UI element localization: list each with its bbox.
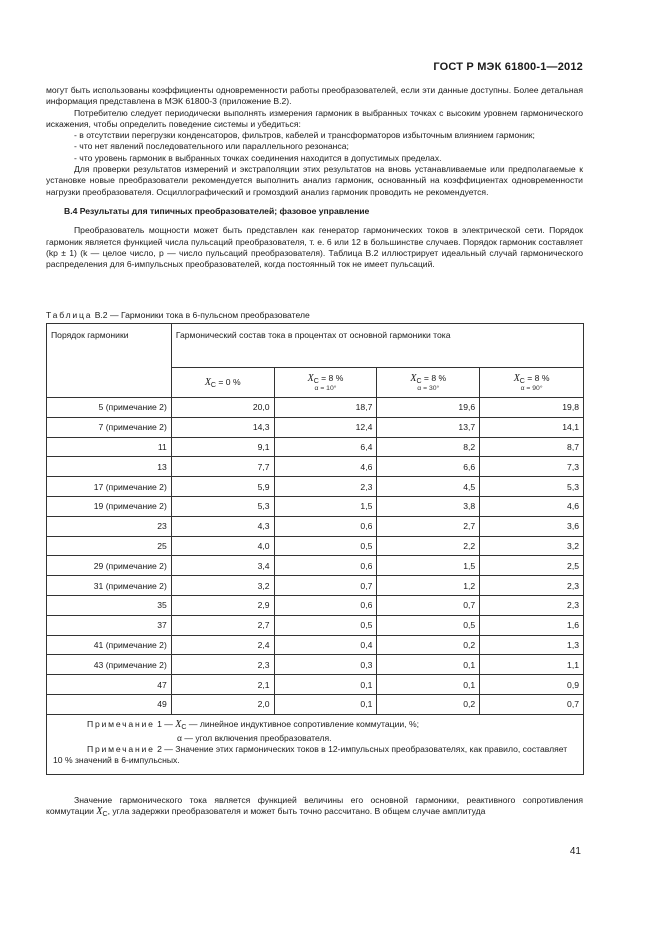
table-cell: 14,1 (480, 417, 584, 437)
table-cell: 6,4 (274, 437, 377, 457)
harmonic-order: 47 (47, 675, 172, 695)
harmonic-order: 11 (47, 437, 172, 457)
table-cell: 0,1 (377, 655, 480, 675)
harmonic-order: 35 (47, 595, 172, 615)
table-cell: 0,9 (480, 675, 584, 695)
harmonic-order: 23 (47, 516, 172, 536)
table-cell: 3,2 (480, 536, 584, 556)
bullet-item: - что уровень гармоник в выбранных точках соединения находится в допустимых пределах. (74, 152, 442, 163)
document-header: ГОСТ Р МЭК 61800-1—2012 (433, 61, 583, 73)
table-row (47, 417, 584, 437)
table-cell: 2,3 (274, 477, 377, 497)
table-cell: 4,5 (377, 477, 480, 497)
table-cell: 3,4 (171, 556, 274, 576)
table-row (47, 496, 584, 516)
harmonics-table (46, 323, 584, 775)
table-row (47, 576, 584, 596)
table-cell: 3,2 (171, 576, 274, 596)
table-cell: 5,3 (171, 496, 274, 516)
table-cell: 0,1 (274, 694, 377, 714)
subheader-xc-2: $X_C = 8$ % α = 30° (377, 368, 480, 398)
note-1: Примечание 1 — $X_C$ — линейное индуктивное сопротивление коммутации, %; (87, 718, 419, 731)
table-cell: 0,7 (377, 595, 480, 615)
table-cell: 4,6 (480, 496, 584, 516)
table-cell: 0,7 (480, 694, 584, 714)
table-cell: 0,2 (377, 694, 480, 714)
table-row (47, 398, 584, 418)
alpha-label: α = 10° (314, 385, 337, 392)
table-cell: 0,6 (274, 516, 377, 536)
table-cell: 9,1 (171, 437, 274, 457)
table-row (47, 635, 584, 655)
table-cell: 0,1 (377, 675, 480, 695)
harmonic-order: 41 (примечание 2) (47, 635, 172, 655)
table-cell: 0,7 (274, 576, 377, 596)
table-cell: 1,2 (377, 576, 480, 596)
closing-paragraph: Значение гармонического тока является функцией величины его основной гармоники, реактивного сопротивления коммутации $X_C$, угла задержки преобразователя и может быть точно рассчитано. В общем случае амплитуда (46, 795, 583, 819)
table-row (47, 457, 584, 477)
table-row (47, 536, 584, 556)
table-cell: 2,7 (171, 615, 274, 635)
table-cell: 7,3 (480, 457, 584, 477)
table-cell: 0,3 (274, 655, 377, 675)
table-cell: 1,6 (480, 615, 584, 635)
table-cell: 1,5 (274, 496, 377, 516)
table-cell: 0,5 (274, 615, 377, 635)
table-row (47, 556, 584, 576)
alpha-label: α = 90° (520, 385, 543, 392)
table-cell: 5,3 (480, 477, 584, 497)
table-cell: 2,2 (377, 536, 480, 556)
table-cell: 5,9 (171, 477, 274, 497)
table-caption-prefix: Таблица (46, 310, 93, 320)
table-row (47, 437, 584, 457)
intro-paragraph-3: Для проверки результатов измерений и экстраполяции этих результатов на вновь устанавливаемые или предполагаемые к установке новые преобразователи рекомендуется выполнить анализ гармоник, основанный на коэффициентах одновременности нагрузки преобразователя. Осциллографический и громоздкий анализ гармоник проводить не рекомендуется. (46, 164, 583, 197)
harmonic-order: 17 (примечание 2) (47, 477, 172, 497)
table-cell: 12,4 (274, 417, 377, 437)
table-cell: 0,2 (377, 635, 480, 655)
table-cell: 0,5 (377, 615, 480, 635)
col-header-order: Порядок гармоники (47, 324, 172, 398)
table-caption-text: В.2 — Гармоники тока в 6-пульсном преобразователе (94, 310, 310, 320)
table-row (47, 595, 584, 615)
note-2: Примечание 2 — Значение этих гармонических токов в 12-импульсных преобразователях, как правило, составляет 10 % значений в 6-импульсных. (53, 743, 568, 765)
table-row (47, 477, 584, 497)
table-row (47, 615, 584, 635)
table-row (47, 516, 584, 536)
table-cell: 2,4 (171, 635, 274, 655)
note-1-line-2: α — угол включения преобразователя. (177, 732, 332, 743)
table-cell: 4,3 (171, 516, 274, 536)
table-cell: 8,7 (480, 437, 584, 457)
table-cell: 18,7 (274, 398, 377, 418)
table-cell: 2,0 (171, 694, 274, 714)
table-cell: 1,5 (377, 556, 480, 576)
harmonic-order: 13 (47, 457, 172, 477)
table-cell: 1,3 (480, 635, 584, 655)
section-title: В.4 Результаты для типичных преобразователей; фазовое управление (64, 205, 370, 216)
table-cell: 0,6 (274, 595, 377, 615)
table-cell: 4,0 (171, 536, 274, 556)
table-cell: 2,3 (171, 655, 274, 675)
table-cell: 6,6 (377, 457, 480, 477)
table-cell: 2,7 (377, 516, 480, 536)
section-paragraph: Преобразователь мощности может быть представлен как генератор гармонических токов в электрической сети. Порядок гармоник является функцией числа пульсаций преобразователя, т. е. 6 или 12 в большинстве случаев. Порядок гармоник составляет (kp ± 1) (k — целое число, p — число пульсаций преобразователя). Таблица В.2 иллюстрирует идеальный случай гармонического распределения для 6-импульсных преобразователей, когда постоянный ток не имеет пульсаций. (46, 225, 583, 270)
harmonic-order: 19 (примечание 2) (47, 496, 172, 516)
table-cell: 8,2 (377, 437, 480, 457)
table-cell: 13,7 (377, 417, 480, 437)
intro-paragraph-2: Потребителю следует периодически выполнять измерения гармоник в выбранных точках с высоким уровнем гармонического искажения, чтобы определить поведение системы и убедиться: (46, 107, 583, 129)
harmonic-order: 31 (примечание 2) (47, 576, 172, 596)
subheader-xc-1: $X_C = 8$ % α = 10° (274, 368, 377, 398)
table-row (47, 694, 584, 714)
table-cell: 4,6 (274, 457, 377, 477)
table-cell: 2,3 (480, 576, 584, 596)
table-cell: 0,1 (274, 675, 377, 695)
note-label: Примечание (87, 718, 155, 729)
subheader-xc-3: $X_C = 8$ % α = 90° (480, 368, 584, 398)
harmonic-order: 5 (примечание 2) (47, 398, 172, 418)
page-number: 41 (569, 846, 581, 857)
table-cell: 0,4 (274, 635, 377, 655)
table-cell: 19,8 (480, 398, 584, 418)
harmonic-order: 25 (47, 536, 172, 556)
harmonic-order: 49 (47, 694, 172, 714)
table-cell: 0,6 (274, 556, 377, 576)
col-header-group: Гармонический состав тока в процентах от основной гармоники тока (171, 324, 583, 368)
table-row (47, 655, 584, 675)
table-cell: 2,5 (480, 556, 584, 576)
table-cell: 2,9 (171, 595, 274, 615)
subheader-xc-0: $X_C = 0$ % (171, 368, 274, 398)
table-cell: 14,3 (171, 417, 274, 437)
table-notes (47, 714, 584, 774)
bullet-item: - в отсутствии перегрузки конденсаторов, фильтров, кабелей и трансформаторов избыточным влиянием гармоник; (74, 130, 535, 141)
note-label: Примечание (87, 743, 155, 754)
harmonic-order: 43 (примечание 2) (47, 655, 172, 675)
table-cell: 20,0 (171, 398, 274, 418)
table-cell: 7,7 (171, 457, 274, 477)
table-cell: 2,3 (480, 595, 584, 615)
table-cell: 0,5 (274, 536, 377, 556)
bullet-item: - что нет явлений последовательного или параллельного резонанса; (74, 141, 349, 152)
table-row (47, 675, 584, 695)
intro-block (46, 85, 583, 270)
intro-paragraph-1: могут быть использованы коэффициенты одновременности работы преобразователей, если эти данные доступны. Более детальная информация представлена в МЭК 61800-3 (приложение В.2). (46, 85, 583, 107)
harmonic-order: 7 (примечание 2) (47, 417, 172, 437)
harmonic-order: 29 (примечание 2) (47, 556, 172, 576)
table-cell: 3,8 (377, 496, 480, 516)
table-cell: 2,1 (171, 675, 274, 695)
table-cell: 19,6 (377, 398, 480, 418)
table-cell: 3,6 (480, 516, 584, 536)
table-caption (46, 310, 310, 320)
harmonic-order: 37 (47, 615, 172, 635)
table-cell: 1,1 (480, 655, 584, 675)
alpha-label: α = 30° (417, 385, 440, 392)
